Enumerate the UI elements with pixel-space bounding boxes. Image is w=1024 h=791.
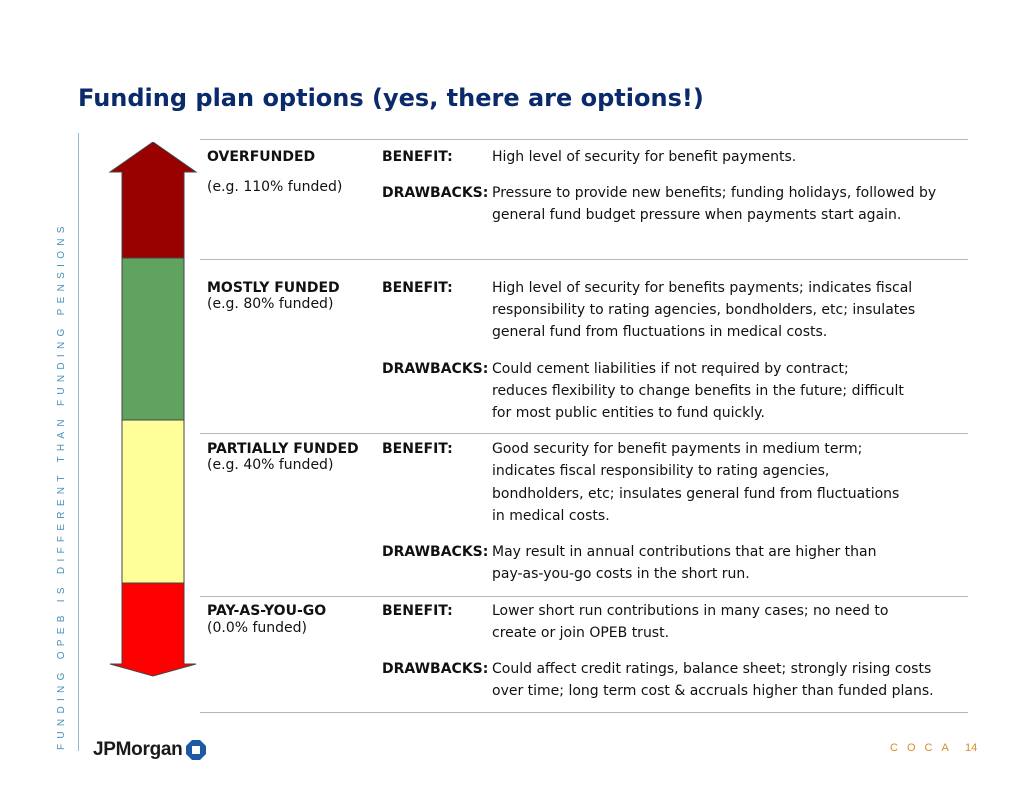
row-example: (e.g. 40% funded)	[207, 457, 334, 473]
benefit-line: in medical costs.	[492, 508, 610, 524]
benefit-line: Good security for benefit payments in medium term;	[492, 441, 863, 457]
benefit-label: BENEFIT:	[382, 603, 453, 619]
row-divider	[200, 433, 968, 434]
row-example: (e.g. 110% funded)	[207, 179, 343, 195]
row-divider	[200, 259, 968, 260]
section-label: COCA	[890, 742, 958, 754]
drawback-line: May result in annual contributions that are higher than	[492, 544, 877, 560]
drawbacks-label: DRAWBACKS:	[382, 361, 489, 377]
arrow-segment-mostly-funded	[122, 258, 184, 420]
drawback-line: over time; long term cost & accruals higher than funded plans.	[492, 683, 934, 699]
octagon-logo-icon	[186, 740, 206, 760]
drawbacks-label: DRAWBACKS:	[382, 661, 489, 677]
row-name: MOSTLY FUNDED	[207, 280, 340, 296]
drawbacks-label: DRAWBACKS:	[382, 544, 489, 560]
benefit-line: High level of security for benefits payments; indicates fiscal	[492, 280, 913, 296]
benefit-line: create or join OPEB trust.	[492, 625, 670, 641]
benefit-line: general fund from fluctuations in medical costs.	[492, 324, 828, 340]
benefit-label: BENEFIT:	[382, 441, 453, 457]
arrow-segment-partially-funded	[122, 420, 184, 583]
benefit-line: bondholders, etc; insulates general fund from fluctuations	[492, 486, 900, 502]
benefit-line: High level of security for benefit payments.	[492, 149, 797, 165]
drawback-line: general fund budget pressure when payments start again.	[492, 207, 902, 223]
row-name: PARTIALLY FUNDED	[207, 441, 359, 457]
benefit-label: BENEFIT:	[382, 280, 453, 296]
benefit-line: indicates fiscal responsibility to rating agencies,	[492, 463, 830, 479]
benefit-line: Lower short run contributions in many cases; no need to	[492, 603, 889, 619]
drawbacks-label: DRAWBACKS:	[382, 185, 489, 201]
benefit-label: BENEFIT:	[382, 149, 453, 165]
arrow-segment-pay-as-you-go	[110, 583, 196, 676]
page-title: Funding plan options (yes, there are options!)	[78, 84, 704, 112]
row-divider	[200, 139, 968, 140]
logo-text: JPMorgan	[93, 739, 183, 760]
row-example: (0.0% funded)	[207, 620, 308, 636]
benefit-line: responsibility to rating agencies, bondholders, etc; insulates	[492, 302, 916, 318]
drawback-line: pay-as-you-go costs in the short run.	[492, 566, 750, 582]
side-label-text: FUNDING OPEB IS DIFFERENT THAN FUNDING PENSIONS	[56, 221, 67, 750]
funding-level-arrow	[108, 142, 198, 678]
drawback-line: Could cement liabilities if not required by contract;	[492, 361, 849, 377]
page-number: 14	[965, 742, 978, 754]
row-example: (e.g. 80% funded)	[207, 296, 334, 312]
row-divider	[200, 712, 968, 713]
drawback-line: reduces flexibility to change benefits in the future; difficult	[492, 383, 904, 399]
row-divider	[200, 596, 968, 597]
drawback-line: Pressure to provide new benefits; funding holidays, followed by	[492, 185, 937, 201]
side-divider	[78, 133, 79, 751]
side-label	[52, 221, 72, 750]
drawback-line: Could affect credit ratings, balance sheet; strongly rising costs	[492, 661, 932, 677]
arrow-segment-overfunded	[110, 142, 196, 258]
row-name: OVERFUNDED	[207, 149, 316, 165]
drawback-line: for most public entities to fund quickly.	[492, 405, 765, 421]
row-name: PAY-AS-YOU-GO	[207, 603, 327, 619]
jpmorgan-logo	[93, 739, 206, 761]
